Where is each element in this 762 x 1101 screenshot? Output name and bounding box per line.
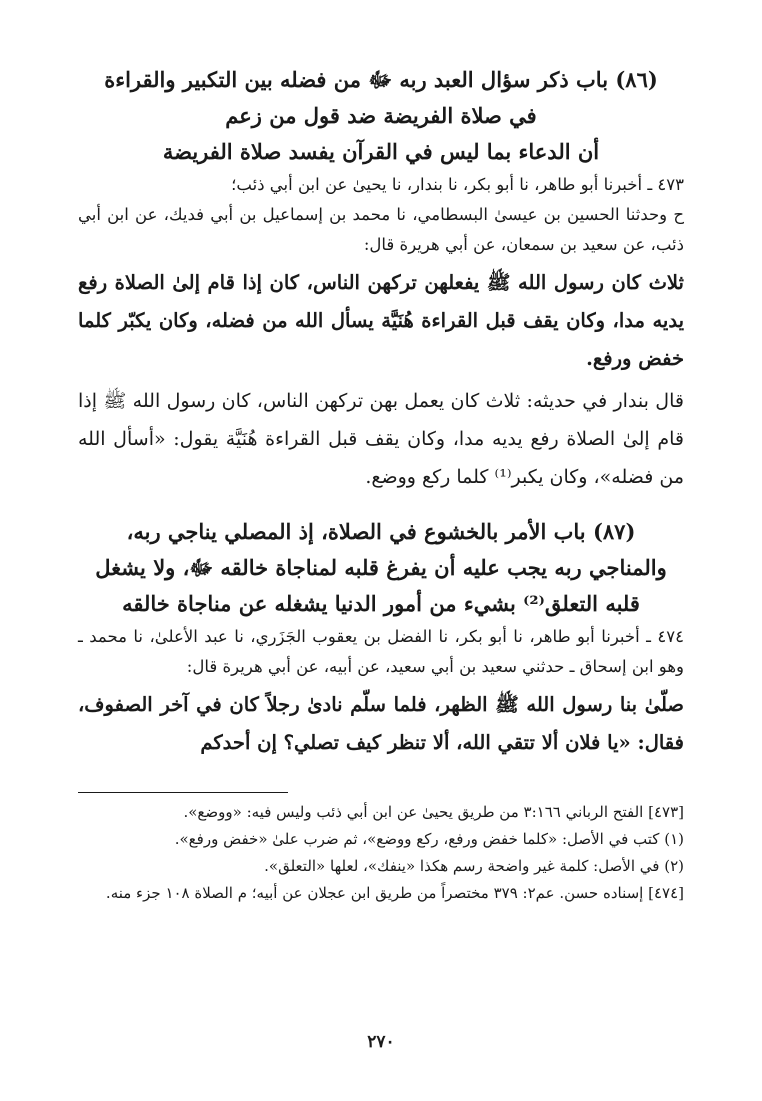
footnote-473: [٤٧٣] الفتح الرباني ٣:١٦٦ من طريق يحيىٰ عن ابن أبي ذئب وليس فيه: «ووضع». — [183, 803, 684, 821]
chapter-86-heading-line-3: أن الدعاء بما ليس في القرآن يفسد صلاة الفريضة — [162, 139, 600, 164]
chapter-87-heading-line-1: (٨٧) باب الأمر بالخشوع في الصلاة، إذ المصلي يناجي ربه، — [126, 519, 636, 544]
hadith-473-isnad-2: ح وحدثنا الحسين بن عيسىٰ البسطامي، نا محمد بن إسماعيل بن أبي فديك، عن ابن أبي ذئب، عن سعيد بن سمعان، عن أبي هريرة قال: — [78, 205, 684, 254]
chapter-86-heading-line-2: في صلاة الفريضة ضد قول من زعم — [225, 103, 537, 128]
page-number: ٢٧٠ — [367, 1032, 395, 1052]
chapter-87 — [78, 514, 684, 762]
hadith-473-variant: قال بندار في حديثه: ثلاث كان يعمل بهن تركهن الناس، كان رسول الله ﷺ إذا قام إلىٰ الصلاة رفع يديه مدا، وكان يقف قبل القراءة هُنَيَّة يقول: «أسأل الله من فضله»، وكان يكبر⁽¹⁾ كلما ركع ووضع. — [78, 390, 684, 488]
hadith-473-isnad-1: ٤٧٣ ـ أخبرنا أبو طاهر، نا أبو بكر، نا بندار، نا يحيىٰ عن ابن أبي ذئب؛ — [231, 175, 684, 194]
hadith-473-matn: ثلاث كان رسول الله ﷺ يفعلهن تركهن الناس، كان إذا قام إلىٰ الصلاة رفع يديه مدا، وكان يقف قبل القراءة هُنَيَّة يسأل الله من فضله، وكان يكبّر كلما خفض ورفع. — [78, 271, 684, 370]
footnote-divider — [78, 792, 288, 793]
chapter-86-heading-line-1: (٨٦) باب ذكر سؤال العبد ربه ﷻ من فضله بين التكبير والقراءة — [104, 67, 658, 92]
footnotes — [78, 799, 684, 907]
hadith-474-isnad: ٤٧٤ ـ أخبرنا أبو طاهر، نا أبو بكر، نا الفضل بن يعقوب الجَزَري، نا عبد الأعلىٰ، نا محمد ـ وهو ابن إسحاق ـ حدثني سعيد بن أبي سعيد، عن أبيه، عن أبي هريرة قال: — [78, 627, 684, 676]
footnote-2: (٢) في الأصل: كلمة غير واضحة رسم هكذا «ينفك»، لعلها «التعلق». — [264, 857, 684, 875]
footnote-1: (١) كتب في الأصل: «كلما خفض ورفع، ركع ووضع»، ثم ضرب علىٰ «خفض ورفع». — [174, 830, 684, 848]
chapter-87-heading-line-3: قلبه التعلق⁽²⁾ بشيء من أمور الدنيا يشغله عن مناجاة خالقه — [122, 591, 640, 616]
chapter-86 — [78, 62, 684, 496]
footnote-474: [٤٧٤] إسناده حسن. عم٢: ٣٧٩ مختصراً من طريق ابن عجلان عن أبيه؛ م الصلاة ١٠٨ جزء منه. — [105, 884, 684, 902]
hadith-474-matn: صلّىٰ بنا رسول الله ﷺ الظهر، فلما سلّم نادىٰ رجلاً كان في آخر الصفوف، فقال: «يا فلان ألا تتقي الله، ألا تنظر كيف تصلي؟ إن أحدكم — [78, 693, 684, 754]
chapter-87-heading-line-2: والمناجي ربه يجب عليه أن يفرغ قلبه لمناجاة خالقه ﷻ، ولا يشغل — [95, 555, 667, 580]
